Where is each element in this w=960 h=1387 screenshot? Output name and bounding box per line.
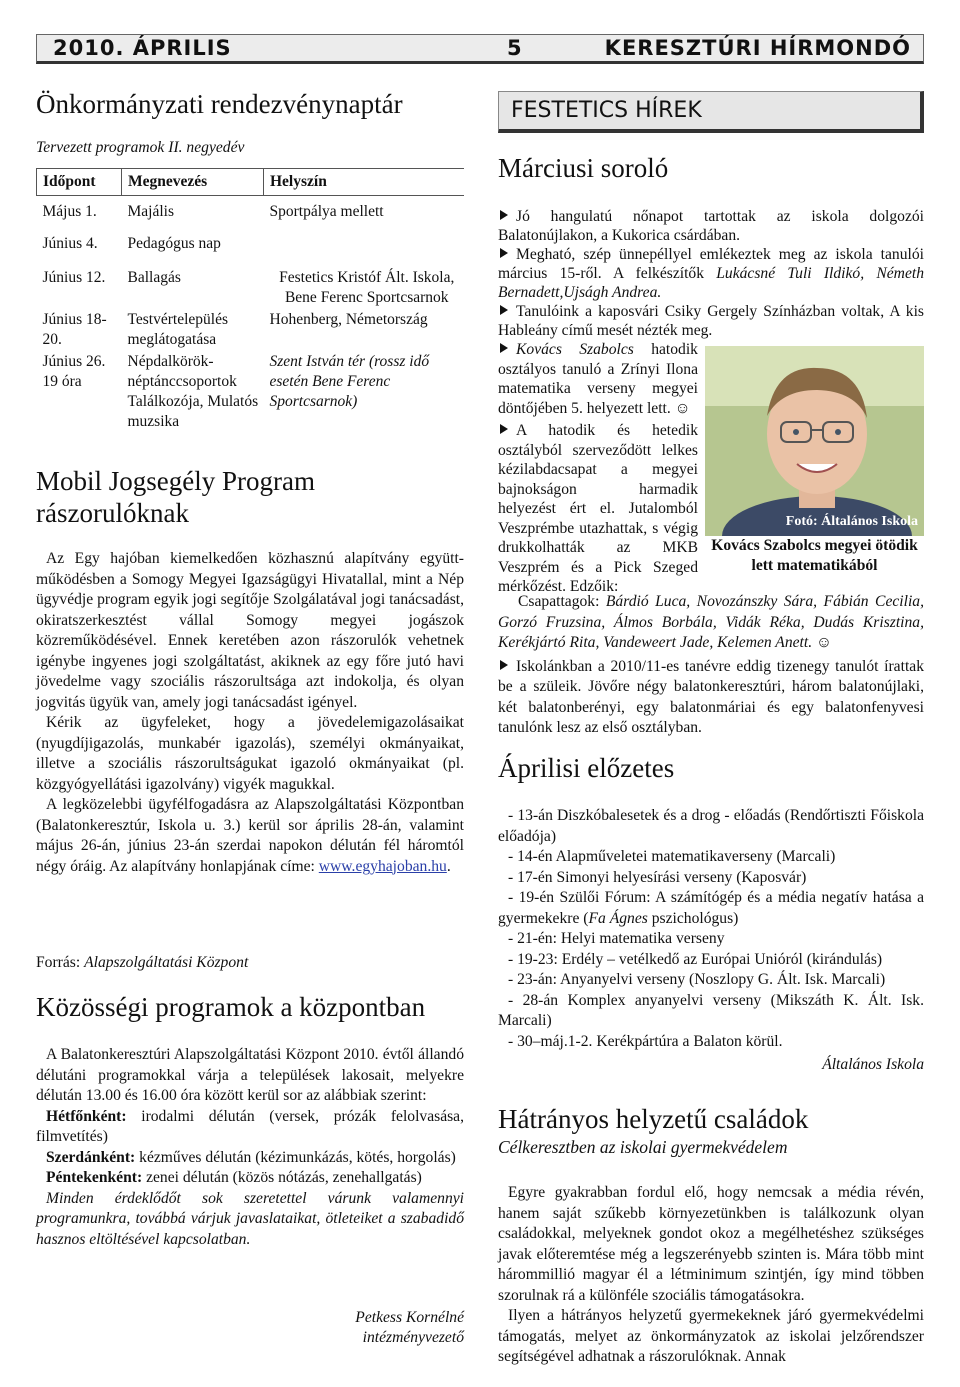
news-text: Tanulóink a kaposvári Csiky Gergely Színházban voltak, A kis Hableány című mesét nézték meg. — [498, 303, 924, 339]
table-cell: Pedagógus nap — [127, 234, 221, 252]
mobil-paragraph-1: Az Egy hajóban kiemelkedően közhasznú alapítvány együtt-működésben a Somogy Megyei Igazságügyi Hivatallal, mint a Nép ügyvédje program egyik jogi segítője Szolgálatával jogi tanácsadást, okiratszerkesztést vállal Somogy megyei jogászok közreműködésével. Ennek keretében azon rászorulók vehetnek igénybe ingyenes jogi szolgáltatást, akiknek az egy főre jutó havi jövedelme vagy szociális rászorultsága azt indokolja, és olyan jogvitás ügyük van, amely jogi tanácsadást igényel. — [36, 550, 464, 711]
event-table — [36, 168, 464, 432]
list-item: - 30–máj.1-2. Kerékpártúra a Balaton körül. — [508, 1032, 783, 1050]
list-item: - 13-án Diszkóbalesetek és a drog - előadás (Rendőrtiszti Főiskola előadója) — [498, 807, 924, 845]
event-calendar-title: Önkormányzati rendezvénynaptár — [36, 89, 403, 119]
hatranyos-article — [498, 1183, 924, 1368]
program-text: kézműves délután (kézimunkázás, kötés, horgolás) — [139, 1148, 456, 1166]
news-item — [498, 302, 924, 340]
list-item-text: pszichológus) — [647, 909, 739, 927]
program-day: Szerdánként: — [46, 1148, 136, 1166]
aprilis-list — [498, 806, 924, 1052]
boy-portrait-icon — [705, 346, 924, 536]
table-cell: Sportpálya mellett — [269, 203, 384, 220]
news-item — [498, 207, 924, 245]
bullet-arrow-icon — [500, 424, 508, 434]
bullet-arrow-icon — [500, 210, 508, 220]
aprilis-signature: Általános Iskola — [822, 1056, 924, 1073]
program-day: Péntekenként: — [46, 1169, 143, 1186]
news-text: Iskolánkban a 2010/11-es tanévre eddig tizenegy tanulót írattak be a szüleik. Jövőre négy balatonkeresztúri, három balatonújlaki, két balatonberényi, egy balatonmáriai és egy balatonfenyvesi tanulónk lesz az első osztályban. — [498, 657, 924, 736]
kozossegi-closing: Minden érdeklődőt sok szeretettel várunk valamennyi programunkra, továbbá várjuk javaslataikat, ötleteiket a szabadidő hasznos eltöltésével kapcsolatban. — [36, 1189, 464, 1248]
team-line — [498, 592, 924, 654]
table-cell: Június 26. 19 óra — [42, 352, 106, 390]
kozossegi-article — [36, 1045, 464, 1250]
program-item — [36, 1107, 464, 1148]
student-photo — [705, 346, 924, 536]
source-name: Alapszolgáltatási Központ — [84, 954, 249, 971]
column-header: Megnevezés — [122, 169, 264, 196]
bullet-arrow-icon — [500, 305, 508, 315]
news-names: Lukácsné Tuli Ildikó, Németh Bernadett,Ujságh Andrea. — [498, 265, 924, 301]
source-label: Forrás: — [36, 954, 81, 971]
smiley-icon: ☺ — [812, 634, 832, 651]
hatranyos-paragraph-1: Egyre gyakrabban fordul elő, hogy nemcsak a média révén, hanem saját szűkebb környezetünkben is találkozunk olyan családokkal, melyeknek gondot okoz a megélhetéshez szükséges javak előteremtése még a legszerényebb szinten is. Mára több mint hárommillió magyar él a létminimum szintjén, így mind többen szorulnak rá a különféle szociális támogatásokra. — [498, 1184, 924, 1304]
page-header — [36, 34, 924, 64]
bullet-arrow-icon — [500, 660, 508, 670]
list-item: - 14-én Alapműveletei matematikaverseny (Marcali) — [508, 848, 836, 865]
kozossegi-intro: A Balatonkeresztúri Alapszolgáltatási Központ 2010. évtől állandó délutáni programokkal várja a települések lakosait, melyekre délután 13.00 és 16.00 óra között kerül sor az alábbiak szerint: — [36, 1046, 464, 1104]
marcius-bottom — [498, 592, 924, 739]
list-item-text: - 19-én Szülői Fórum: A számítógép és a média negatív hatása a gyermekekre ( — [498, 889, 924, 927]
program-item — [36, 1168, 464, 1189]
news-text: Jó hangulatú nőnapot tartottak az iskola dolgozói Balatonújlakon, a Kukorica csárdában. — [498, 208, 924, 244]
mobil-paragraph-3: A legközelebbi ügyfélfogadásra az Alapszolgáltatási Központban (Balatonkeresztúr, Iskola u. 3.) kerül sor április 28-án, valamint május 26-án, június 23-án szerdai napokon délután fél háromtól négy óráig. Az alapítvány honlapjának címe: www.egyhajoban.hu. — [36, 796, 464, 875]
program-text: irodalmi délután (versek, prózák felolvasása, filmvetítés) — [36, 1107, 464, 1145]
team-label: Csapattagok: — [518, 593, 606, 610]
list-item: - 28-án Komplex anyanyelvi verseny (Mikszáth K. Ált. Isk. Marcali) — [498, 991, 924, 1029]
table-row — [37, 350, 465, 432]
signature — [250, 1308, 464, 1348]
table-row — [37, 256, 465, 308]
program-text: zenei délután (közös nótázás, zenehallgatás) — [146, 1169, 422, 1186]
bullet-arrow-icon — [500, 248, 508, 258]
table-cell: Népdalkörök-néptánccsoportok Találkozója, Mulatós muzsika — [127, 352, 259, 430]
news-name: Kovács Szabolcs — [516, 341, 634, 358]
table-row — [37, 196, 465, 226]
table-row — [37, 226, 465, 256]
table-cell: Május 1. — [42, 203, 97, 220]
hatranyos-title: Hátrányos helyzetű családok — [498, 1104, 809, 1134]
list-item: - 17-én Simonyi helyesírási verseny (Kaposvár) — [508, 868, 807, 886]
header-date: 2010. ÁPRILIS — [53, 36, 232, 60]
website-link[interactable]: www.egyhajoban.hu — [318, 857, 447, 875]
hatranyos-subtitle: Célkeresztben az iskolai gyermekvédelem — [498, 1137, 788, 1157]
news-text: A hatodik és hetedik osztályból szerveződött lelkes kézilabdacsapat a megyei bajnokságon harmadik helyezést ért el. Jutalomból Veszprémbe utazhattak, s végig drukkolhatták az MKB Veszprém és a Pick Szeged mérkőzést. Edzőik: — [498, 422, 698, 595]
hatranyos-paragraph-2: Ilyen a hátrányos helyzetű gyermekeknek járó gyermekvédelmi támogatás, melyet az önkormányzatok az iskolai jelzőrendszer segítségével adhatnak a rászorulóknak. Annak — [498, 1307, 924, 1365]
news-text: Megható, szép ünnepéllyel emlékeztek meg az iskola tanulói március 15-ről. A felkészítők — [498, 246, 924, 282]
event-calendar-subtitle: Tervezett programok II. negyedév — [36, 139, 245, 156]
marcius-wrap — [498, 340, 698, 597]
kozossegi-title: Közösségi programok a központban — [36, 992, 426, 1022]
table-cell: Június 4. — [42, 234, 98, 252]
table-cell: Testvértelepülés meglátogatása — [127, 310, 228, 348]
aprilis-title: Áprilisi előzetes — [498, 753, 675, 783]
column-header: Helyszín — [264, 169, 465, 196]
table-row — [37, 308, 465, 350]
mobil-paragraph-3-text: A legközelebbi ügyfélfogadásra az Alapszolgáltatási Központban (Balatonkeresztúr, Iskola u. 3.) kerül sor április 28-án, valamint május 26-án, június 23-án szerdai napokon délután fél háromtól négy óráig. Az alapítvány honlapjának címe: — [36, 796, 464, 875]
team-members: Bárdió Luca, Novozánszky Sára, Fábián Cecilia, Gorzó Fruzsina, Álmos Borbála, Vidák Réka, Dudás Krisztina, Kerékjártó Rita, Vandeweert Jade, Kelemen Anett. — [498, 593, 924, 651]
bullet-arrow-icon — [500, 343, 508, 353]
section-banner — [498, 91, 924, 133]
mobil-article — [36, 549, 464, 877]
column-header: Időpont — [37, 169, 122, 196]
list-item: - 23-án: Anyanyelvi verseny (Noszlopy G. Ált. Isk. Marcali) — [508, 971, 886, 988]
marcius-title: Márciusi soroló — [498, 153, 669, 183]
publication-title: KERESZTÚRI HÍRMONDÓ — [604, 36, 911, 60]
program-item — [36, 1148, 464, 1169]
table-cell: Festetics Kristóf Ált. Iskola, Bene Ferenc Sportcsarnok — [279, 268, 455, 306]
signature-title: intézményvezető — [362, 1329, 464, 1346]
news-item — [498, 657, 924, 739]
marcius-top — [498, 207, 924, 340]
list-item: - 21-én: Helyi matematika verseny — [508, 930, 725, 947]
table-cell: Ballagás — [127, 268, 181, 286]
photo-caption: Kovács Szabolcs megyei ötödik lett matematikából — [711, 537, 918, 574]
program-day: Hétfőnként: — [46, 1107, 127, 1125]
list-item-name: Fa Ágnes — [588, 909, 648, 927]
news-item — [498, 340, 698, 418]
mobil-paragraph-2: Kérik az ügyfeleket, hogy a jövedelemigazolásaikat (nyugdíjigazolás, munkabér igazolás), személyi okmányaikat, illetve a szociális rászorultságukat igazoló okmányaikat (pl. közgyógyellátási igazolvány) vigyék magukkal. — [36, 714, 464, 793]
mobil-title: Mobil Jogsegély Program rászorulóknak — [36, 466, 315, 528]
table-cell: Szent István tér (rossz idő esetén Bene Ferenc Sportcsarnok) — [269, 352, 430, 410]
page-number: 5 — [507, 36, 523, 60]
news-item — [498, 421, 698, 597]
table-cell — [264, 226, 465, 256]
table-cell: Június 18-20. — [42, 310, 107, 348]
list-item: - 19-23: Erdély – vetélkedő az Európai Unióról (kirándulás) — [508, 950, 883, 968]
news-item — [498, 245, 924, 302]
table-cell: Hohenberg, Németország — [269, 310, 428, 328]
photo-credit: Fotó: Általános Iskola — [785, 514, 918, 529]
list-item — [498, 888, 924, 929]
news-text: hatodik osztályos tanuló a Zrínyi Ilona matematika verseny megyei döntőjében 5. helyezett lett. ☺ — [498, 341, 698, 417]
section-label: FESTETICS HÍREK — [511, 98, 702, 123]
table-header-row — [37, 169, 465, 196]
source-line — [36, 954, 248, 972]
signature-name: Petkess Kornélné — [355, 1309, 464, 1326]
table-cell: Június 12. — [42, 268, 106, 286]
table-cell: Majális — [127, 203, 174, 220]
